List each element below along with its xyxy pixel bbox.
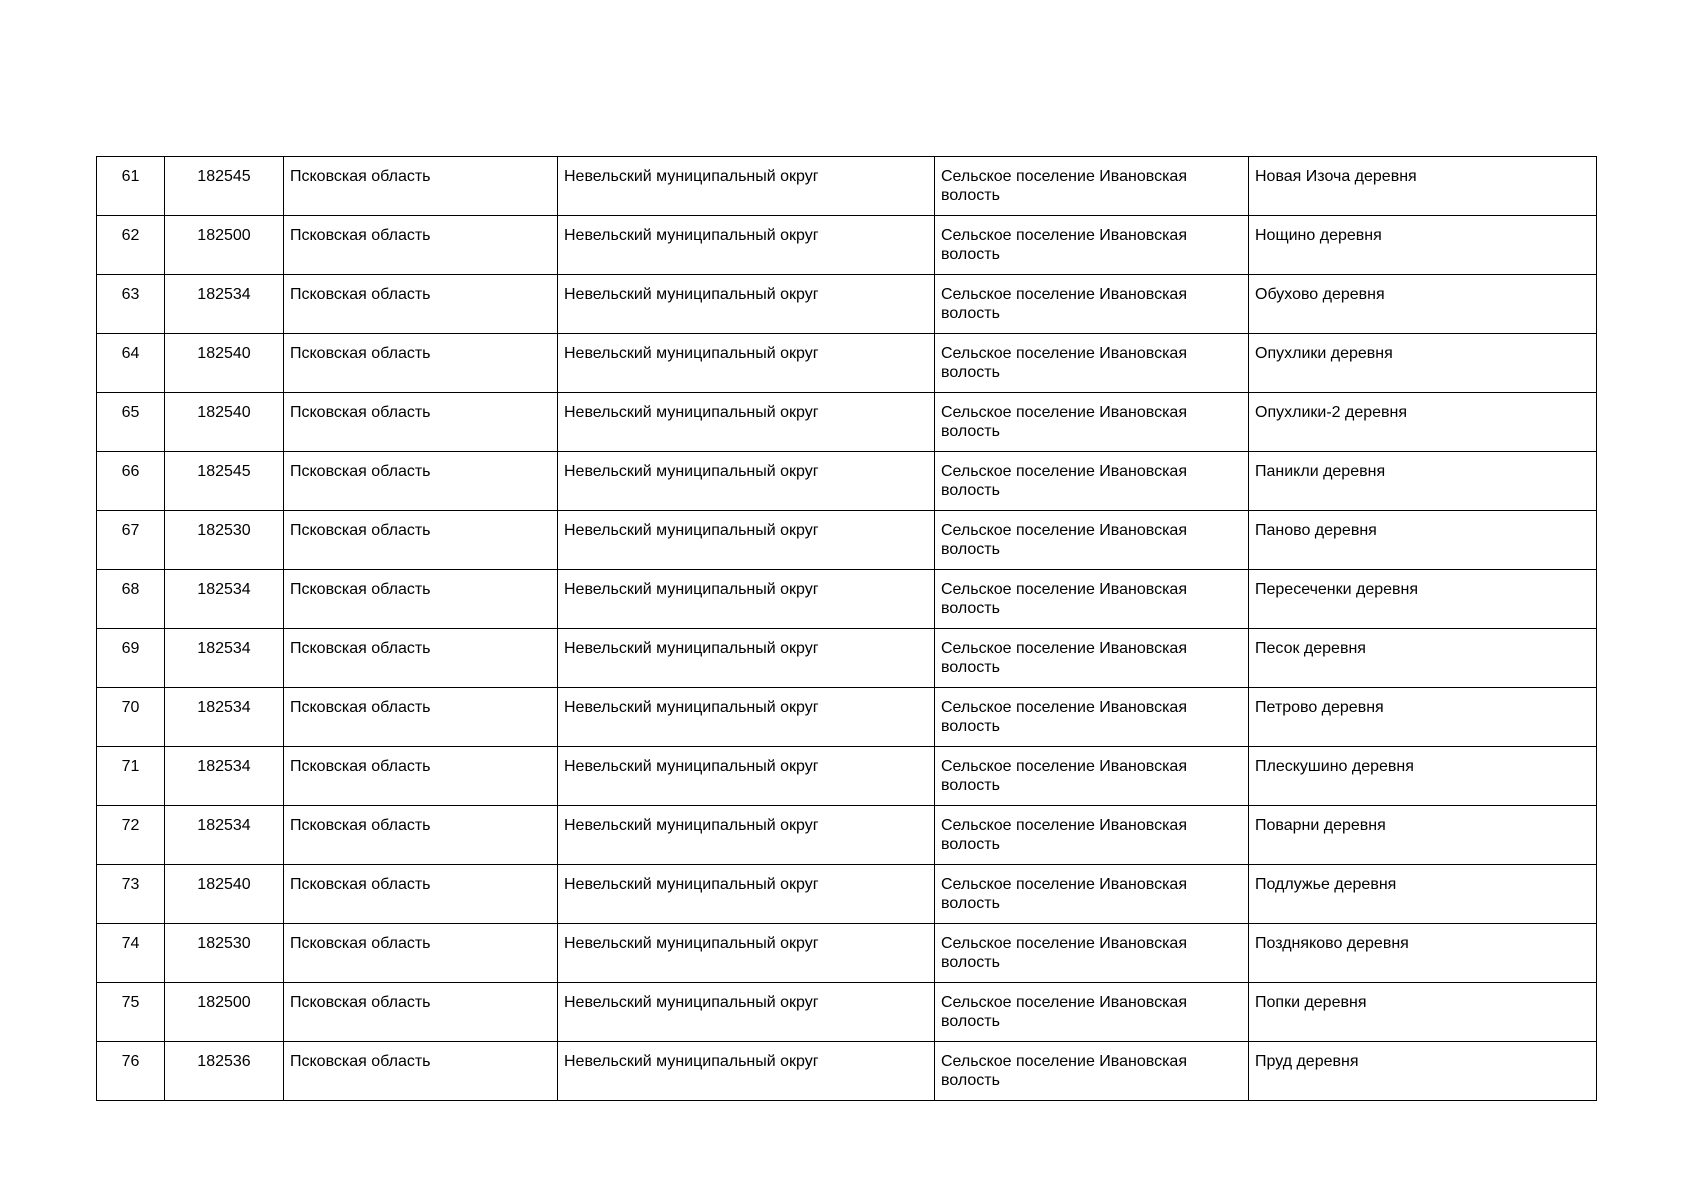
locality-cell: Опухлики деревня (1249, 334, 1597, 393)
region-cell: Псковская область (284, 157, 558, 216)
locality-cell: Поварни деревня (1249, 806, 1597, 865)
settlement-cell: Сельское поселение Ивановская волость (935, 983, 1249, 1042)
district-cell: Невельский муниципальный округ (558, 629, 935, 688)
table-row (97, 806, 1597, 865)
locality-cell: Петрово деревня (1249, 688, 1597, 747)
district-cell: Невельский муниципальный округ (558, 1042, 935, 1101)
postal-code-cell: 182534 (165, 747, 284, 806)
postal-code-cell: 182530 (165, 924, 284, 983)
region-cell: Псковская область (284, 570, 558, 629)
table-row (97, 865, 1597, 924)
district-cell: Невельский муниципальный округ (558, 924, 935, 983)
settlements-table-body (97, 157, 1597, 1101)
table-row (97, 570, 1597, 629)
district-cell: Невельский муниципальный округ (558, 865, 935, 924)
postal-code-cell: 182540 (165, 334, 284, 393)
locality-cell: Пруд деревня (1249, 1042, 1597, 1101)
row-number-cell: 69 (97, 629, 165, 688)
locality-cell: Попки деревня (1249, 983, 1597, 1042)
table-row (97, 747, 1597, 806)
table-row (97, 452, 1597, 511)
district-cell: Невельский муниципальный округ (558, 157, 935, 216)
postal-code-cell: 182540 (165, 865, 284, 924)
table-row (97, 688, 1597, 747)
postal-code-cell: 182534 (165, 570, 284, 629)
postal-code-cell: 182500 (165, 983, 284, 1042)
district-cell: Невельский муниципальный округ (558, 983, 935, 1042)
district-cell: Невельский муниципальный округ (558, 216, 935, 275)
row-number-cell: 64 (97, 334, 165, 393)
district-cell: Невельский муниципальный округ (558, 334, 935, 393)
region-cell: Псковская область (284, 629, 558, 688)
region-cell: Псковская область (284, 393, 558, 452)
district-cell: Невельский муниципальный округ (558, 275, 935, 334)
row-number-cell: 68 (97, 570, 165, 629)
settlement-cell: Сельское поселение Ивановская волость (935, 924, 1249, 983)
table-row (97, 334, 1597, 393)
row-number-cell: 74 (97, 924, 165, 983)
settlement-cell: Сельское поселение Ивановская волость (935, 865, 1249, 924)
postal-code-cell: 182545 (165, 157, 284, 216)
locality-cell: Новая Изоча деревня (1249, 157, 1597, 216)
region-cell: Псковская область (284, 688, 558, 747)
locality-cell: Нощино деревня (1249, 216, 1597, 275)
region-cell: Псковская область (284, 334, 558, 393)
locality-cell: Паново деревня (1249, 511, 1597, 570)
locality-cell: Подлужье деревня (1249, 865, 1597, 924)
row-number-cell: 70 (97, 688, 165, 747)
locality-cell: Опухлики-2 деревня (1249, 393, 1597, 452)
row-number-cell: 72 (97, 806, 165, 865)
postal-code-cell: 182500 (165, 216, 284, 275)
table-row (97, 393, 1597, 452)
region-cell: Псковская область (284, 216, 558, 275)
row-number-cell: 75 (97, 983, 165, 1042)
row-number-cell: 65 (97, 393, 165, 452)
settlement-cell: Сельское поселение Ивановская волость (935, 157, 1249, 216)
postal-code-cell: 182530 (165, 511, 284, 570)
row-number-cell: 66 (97, 452, 165, 511)
postal-code-cell: 182534 (165, 806, 284, 865)
row-number-cell: 71 (97, 747, 165, 806)
settlement-cell: Сельское поселение Ивановская волость (935, 747, 1249, 806)
district-cell: Невельский муниципальный округ (558, 806, 935, 865)
locality-cell: Паникли деревня (1249, 452, 1597, 511)
settlement-cell: Сельское поселение Ивановская волость (935, 511, 1249, 570)
settlements-table (96, 156, 1597, 1101)
settlement-cell: Сельское поселение Ивановская волость (935, 216, 1249, 275)
row-number-cell: 73 (97, 865, 165, 924)
table-row (97, 275, 1597, 334)
district-cell: Невельский муниципальный округ (558, 511, 935, 570)
settlement-cell: Сельское поселение Ивановская волость (935, 393, 1249, 452)
district-cell: Невельский муниципальный округ (558, 452, 935, 511)
table-row (97, 1042, 1597, 1101)
district-cell: Невельский муниципальный округ (558, 688, 935, 747)
locality-cell: Пересеченки деревня (1249, 570, 1597, 629)
locality-cell: Обухово деревня (1249, 275, 1597, 334)
table-row (97, 216, 1597, 275)
postal-code-cell: 182534 (165, 275, 284, 334)
table-row (97, 983, 1597, 1042)
settlement-cell: Сельское поселение Ивановская волость (935, 275, 1249, 334)
postal-code-cell: 182540 (165, 393, 284, 452)
settlement-cell: Сельское поселение Ивановская волость (935, 452, 1249, 511)
row-number-cell: 63 (97, 275, 165, 334)
row-number-cell: 67 (97, 511, 165, 570)
table-row (97, 629, 1597, 688)
settlement-cell: Сельское поселение Ивановская волость (935, 1042, 1249, 1101)
locality-cell: Песок деревня (1249, 629, 1597, 688)
settlement-cell: Сельское поселение Ивановская волость (935, 570, 1249, 629)
postal-code-cell: 182536 (165, 1042, 284, 1101)
region-cell: Псковская область (284, 511, 558, 570)
region-cell: Псковская область (284, 983, 558, 1042)
region-cell: Псковская область (284, 806, 558, 865)
locality-cell: Поздняково деревня (1249, 924, 1597, 983)
row-number-cell: 62 (97, 216, 165, 275)
table-row (97, 924, 1597, 983)
settlement-cell: Сельское поселение Ивановская волость (935, 334, 1249, 393)
table-row (97, 511, 1597, 570)
postal-code-cell: 182545 (165, 452, 284, 511)
region-cell: Псковская область (284, 865, 558, 924)
settlement-cell: Сельское поселение Ивановская волость (935, 629, 1249, 688)
table-row (97, 157, 1597, 216)
postal-code-cell: 182534 (165, 688, 284, 747)
district-cell: Невельский муниципальный округ (558, 570, 935, 629)
settlement-cell: Сельское поселение Ивановская волость (935, 688, 1249, 747)
region-cell: Псковская область (284, 747, 558, 806)
region-cell: Псковская область (284, 1042, 558, 1101)
region-cell: Псковская область (284, 452, 558, 511)
district-cell: Невельский муниципальный округ (558, 393, 935, 452)
region-cell: Псковская область (284, 275, 558, 334)
postal-code-cell: 182534 (165, 629, 284, 688)
locality-cell: Плескушино деревня (1249, 747, 1597, 806)
region-cell: Псковская область (284, 924, 558, 983)
row-number-cell: 61 (97, 157, 165, 216)
settlement-cell: Сельское поселение Ивановская волость (935, 806, 1249, 865)
district-cell: Невельский муниципальный округ (558, 747, 935, 806)
row-number-cell: 76 (97, 1042, 165, 1101)
